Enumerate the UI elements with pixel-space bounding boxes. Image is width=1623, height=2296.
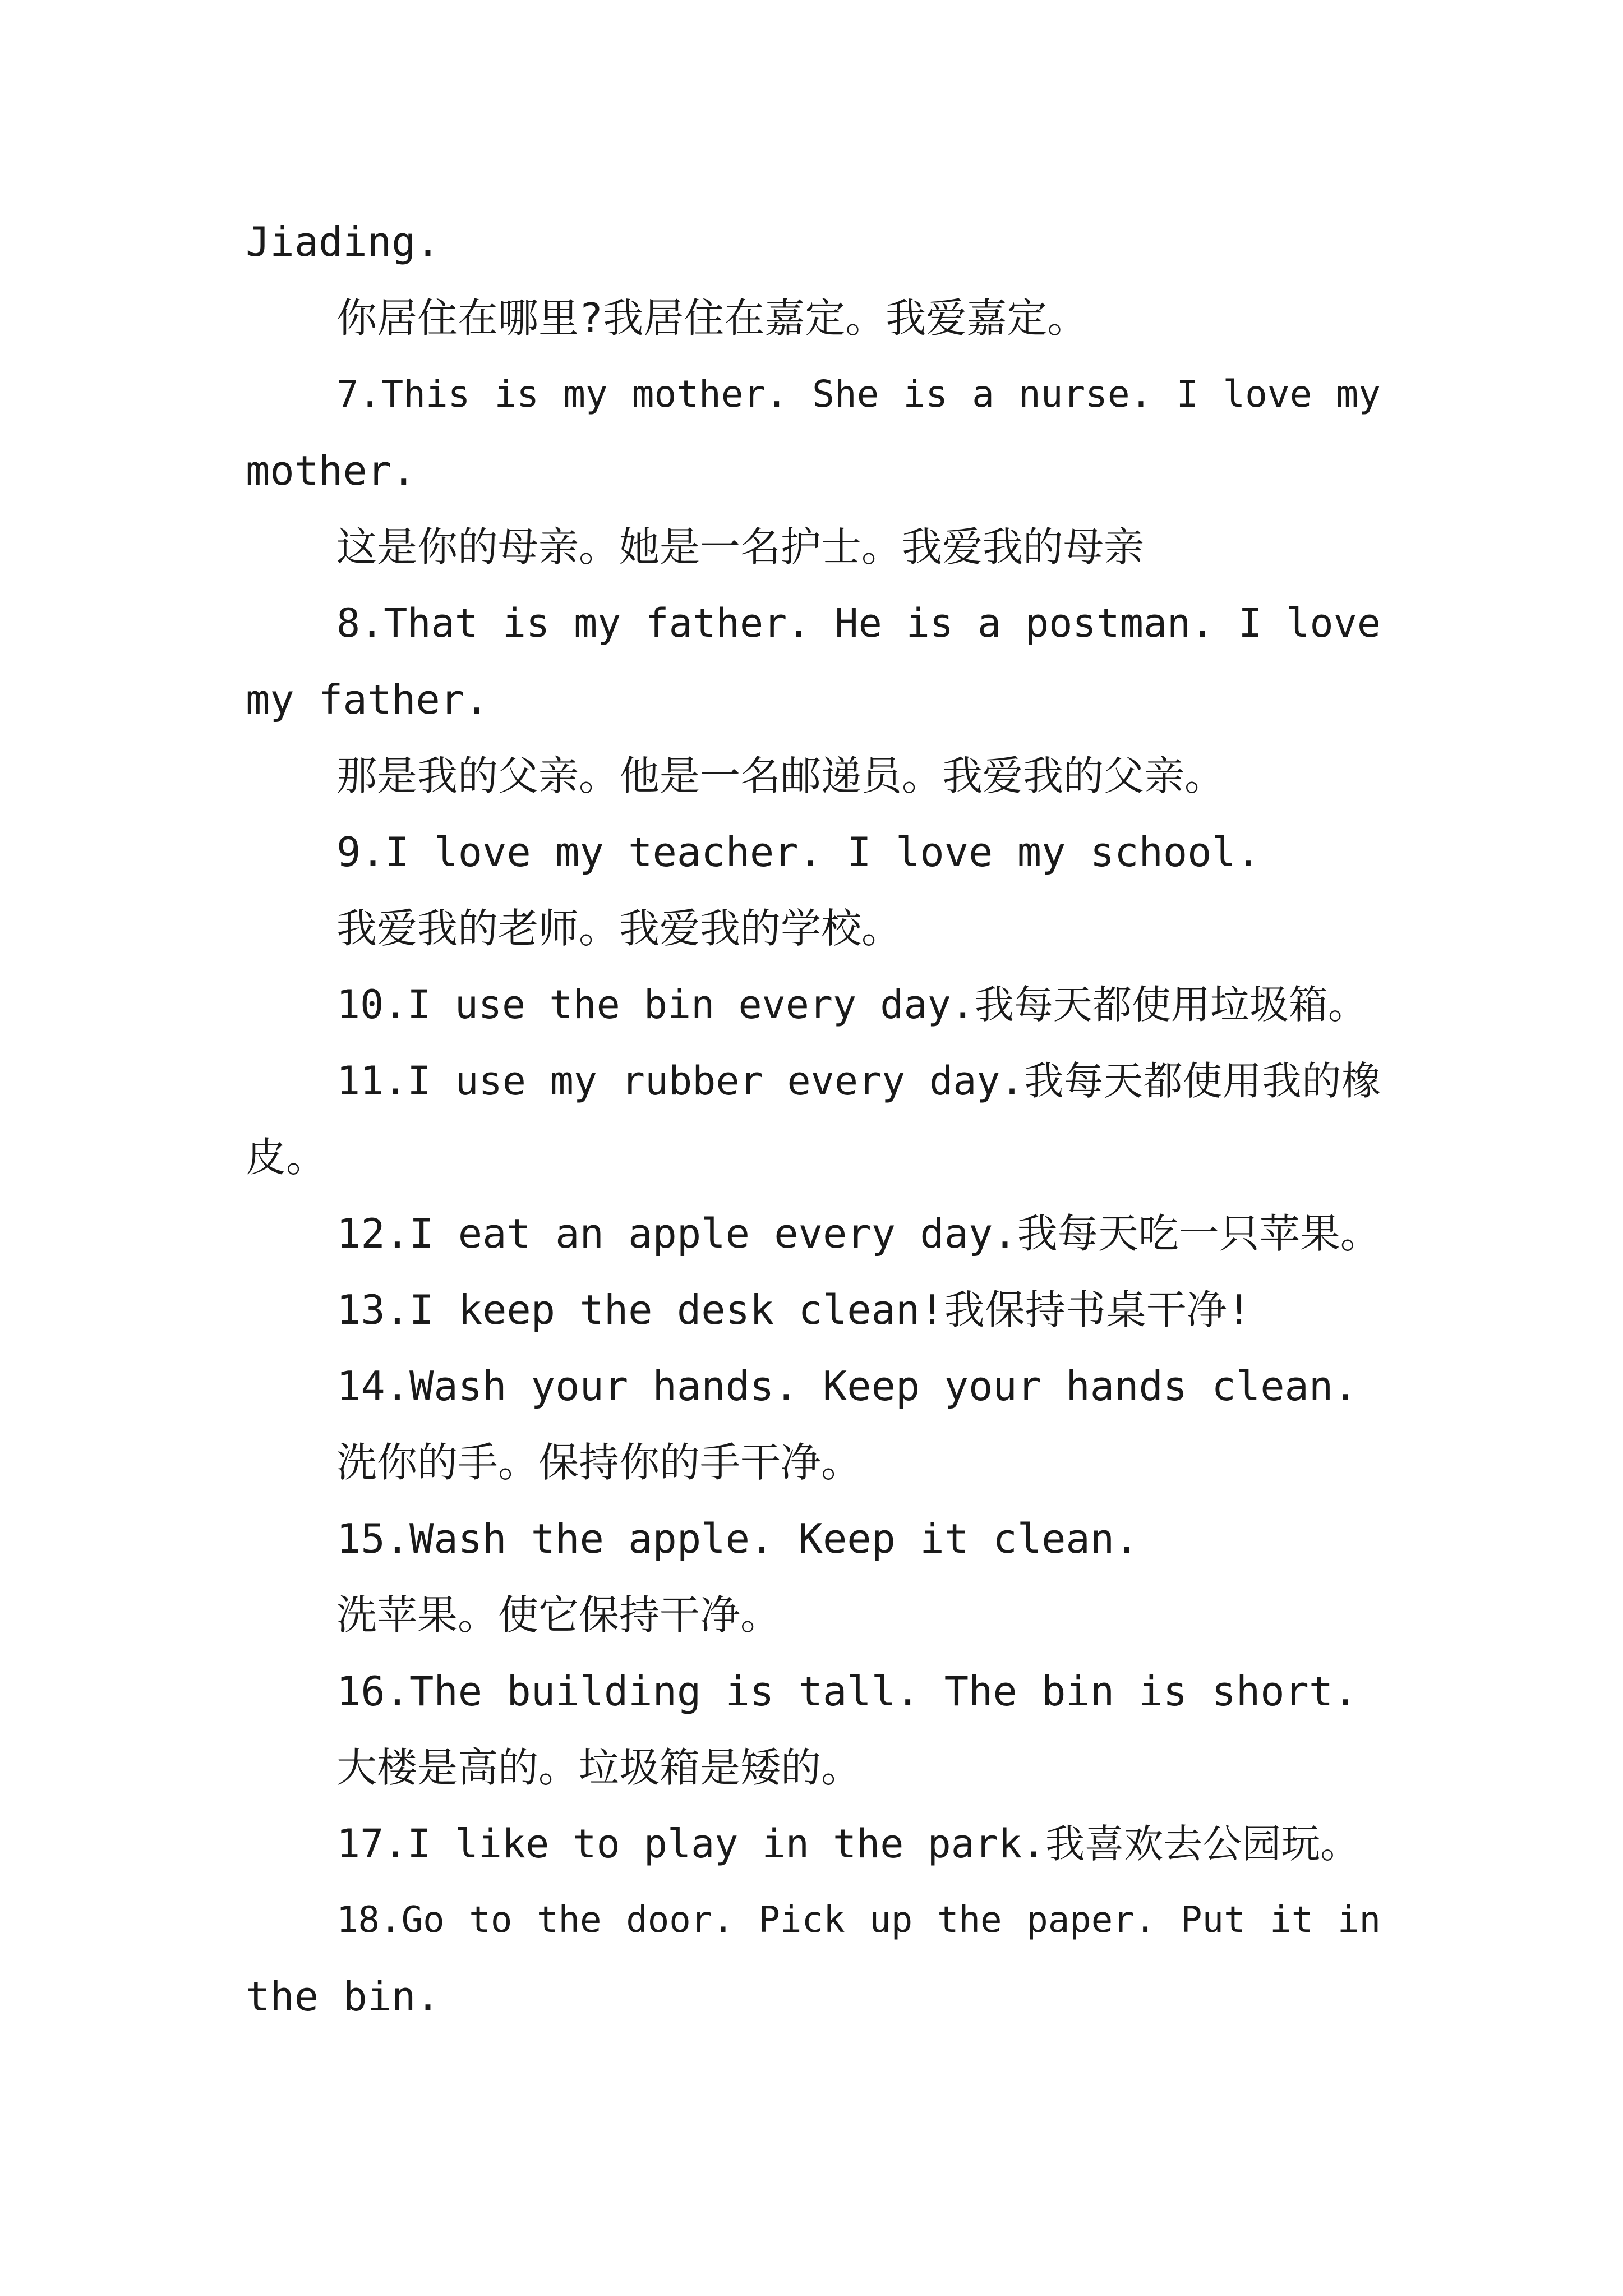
text-line: 17.I like to play in the park.我喜欢去公园玩。 (336, 1821, 1360, 1867)
text-line: 14.Wash your hands. Keep your hands clean. (336, 1363, 1358, 1410)
text-line: 13.I keep the desk clean!我保持书桌干净! (336, 1286, 1252, 1333)
text-line: 我爱我的老师。我爱我的学校。 (336, 905, 902, 952)
text-line: 12.I eat an apple every day.我每天吃一只苹果。 (336, 1210, 1381, 1257)
text-line: Jiading. (246, 218, 440, 265)
text-line: 9.I love my teacher. I love my school. (336, 829, 1261, 876)
text-line: 这是你的母亲。她是一名护士。我爱我的母亲 (336, 523, 1145, 570)
text-line: 7.This is my mother. She is a nurse. I love my (336, 372, 1381, 416)
text-line: 10.I use the bin every day.我每天都使用垃圾箱。 (336, 982, 1367, 1028)
text-line: 你居住在哪里?我居住在嘉定。我爱嘉定。 (336, 295, 1088, 342)
text-line: my father. (246, 676, 489, 723)
text-line: mother. (246, 447, 416, 494)
text-line: 大楼是高的。垃圾箱是矮的。 (336, 1744, 862, 1791)
text-line: 洗你的手。保持你的手干净。 (336, 1439, 862, 1486)
text-line: 洗苹果。使它保持干净。 (336, 1591, 781, 1639)
text-line: 那是我的父亲。他是一名邮递员。我爱我的父亲。 (336, 752, 1225, 799)
text-line: 11.I use my rubber every day.我每天都使用我的橡 (336, 1058, 1381, 1104)
text-line: the bin. (246, 1973, 440, 2020)
text-line: 皮。 (246, 1134, 327, 1181)
text-line: 18.Go to the door. Pick up the paper. Put it in (336, 1899, 1381, 1941)
text-line: 8.That is my father. He is a postman. I love (336, 600, 1381, 646)
text-line: 16.The building is tall. The bin is short. (336, 1668, 1358, 1715)
text-line: 15.Wash the apple. Keep it clean. (336, 1515, 1139, 1562)
